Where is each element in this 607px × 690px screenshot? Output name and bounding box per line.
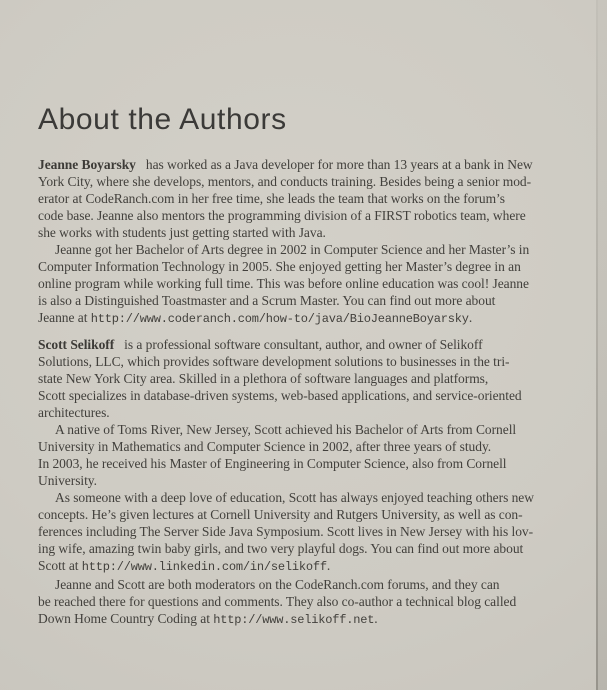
body-text: architectures. bbox=[38, 405, 110, 420]
body-text: concepts. He’s given lectures at Cornell University and Rutgers University, as well as con- bbox=[38, 507, 523, 522]
text-line bbox=[38, 190, 583, 207]
body-text: erator at CodeRanch.com in her free time, she leads the team that works on the forum’s bbox=[38, 191, 505, 206]
body-text: ing wife, amazing twin baby girls, and two very playful dogs. You can find out more about bbox=[38, 541, 524, 556]
body-text: Solutions, LLC, which provides software development solutions to businesses in the tri- bbox=[38, 354, 510, 369]
body-text: is a professional software consultant, author, and owner of Selikoff bbox=[124, 337, 483, 352]
text-line bbox=[38, 224, 583, 241]
body-text: Computer Information Technology in 2005. She enjoyed getting her Master’s degree in an bbox=[38, 259, 521, 274]
text-line bbox=[38, 241, 583, 258]
paragraph bbox=[38, 421, 583, 489]
text-line bbox=[38, 353, 583, 370]
body-text: A native of Toms River, New Jersey, Scott achieved his Bachelor of Arts from Cornell bbox=[55, 422, 517, 437]
body-text: York City, where she develops, mentors, and conducts training. Besides being a senior mod- bbox=[38, 174, 532, 189]
page-edge-strip bbox=[598, 0, 607, 690]
body-text: she works with students just getting started with Java. bbox=[38, 225, 326, 240]
body-text: be reached there for questions and comments. They also co-author a technical blog called bbox=[38, 594, 517, 609]
body-text: Scott at bbox=[38, 558, 82, 573]
body-text: . bbox=[326, 558, 331, 573]
page-content bbox=[38, 103, 583, 629]
url-text: http://www.coderanch.com/how-to/java/BioJeanneBoyarsky bbox=[90, 312, 469, 326]
author-name: Scott Selikoff bbox=[38, 337, 115, 352]
body-text: Jeanne got her Bachelor of Arts degree in 2002 in Computer Science and her Master’s in bbox=[55, 242, 530, 257]
text-line bbox=[38, 258, 583, 275]
text-line bbox=[38, 438, 583, 455]
body-text: In 2003, he received his Master of Engineering in Computer Science, also from Cornell bbox=[38, 456, 507, 471]
paragraph bbox=[38, 241, 583, 328]
body-text: Down Home Country Coding at bbox=[38, 611, 214, 626]
text-line bbox=[38, 173, 583, 190]
about-authors-text bbox=[38, 156, 583, 629]
text-line bbox=[38, 593, 583, 610]
body-text: Jeanne and Scott are both moderators on the CodeRanch.com forums, and they can bbox=[55, 577, 500, 592]
paragraph bbox=[38, 336, 583, 421]
text-line bbox=[38, 421, 583, 438]
author-name: Jeanne Boyarsky bbox=[38, 157, 136, 172]
body-text: ferences including The Server Side Java Symposium. Scott lives in New Jersey with his lov- bbox=[38, 524, 534, 539]
text-line bbox=[38, 336, 583, 353]
url-text: http://www.selikoff.net bbox=[213, 613, 375, 627]
text-line bbox=[38, 472, 583, 489]
body-text: As someone with a deep love of education, Scott has always enjoyed teaching others new bbox=[55, 490, 534, 505]
body-text: is also a Distinguished Toastmaster and a Scrum Master. You can find out more about bbox=[38, 293, 496, 308]
body-text: . bbox=[468, 310, 473, 325]
body-text: University in Mathematics and Computer Science in 2002, after three years of study. bbox=[38, 439, 492, 454]
text-line bbox=[38, 275, 583, 292]
text-line bbox=[38, 455, 583, 472]
text-line bbox=[38, 610, 583, 629]
body-text: has worked as a Java developer for more than 13 years at a bank in New bbox=[145, 157, 533, 172]
text-line bbox=[38, 387, 583, 404]
text-line bbox=[38, 292, 583, 309]
text-line bbox=[38, 370, 583, 387]
body-text: Jeanne at bbox=[38, 310, 91, 325]
body-text: University. bbox=[38, 473, 97, 488]
paragraph bbox=[38, 489, 583, 576]
text-line bbox=[38, 207, 583, 224]
paragraph bbox=[38, 576, 583, 629]
text-line bbox=[38, 576, 583, 593]
text-line bbox=[38, 557, 583, 576]
text-line bbox=[38, 489, 583, 506]
text-line bbox=[38, 523, 583, 540]
page-title: About the Authors bbox=[38, 103, 287, 136]
body-text: code base. Jeanne also mentors the programming division of a FIRST robotics team, where bbox=[38, 208, 526, 223]
text-line bbox=[38, 404, 583, 421]
paragraph bbox=[38, 156, 583, 241]
body-text: Scott specializes in database-driven systems, web-based applications, and service-oriented bbox=[38, 388, 522, 403]
text-line bbox=[38, 506, 583, 523]
body-text: online program while working full time. This was before online education was cool! Jeanne bbox=[38, 276, 529, 291]
url-text: http://www.linkedin.com/in/selikoff bbox=[81, 560, 327, 574]
body-text: . bbox=[374, 611, 378, 626]
text-line bbox=[38, 156, 583, 173]
body-text: state New York City area. Skilled in a plethora of software languages and platforms, bbox=[38, 371, 489, 386]
text-line bbox=[38, 309, 583, 328]
text-line bbox=[38, 540, 583, 557]
